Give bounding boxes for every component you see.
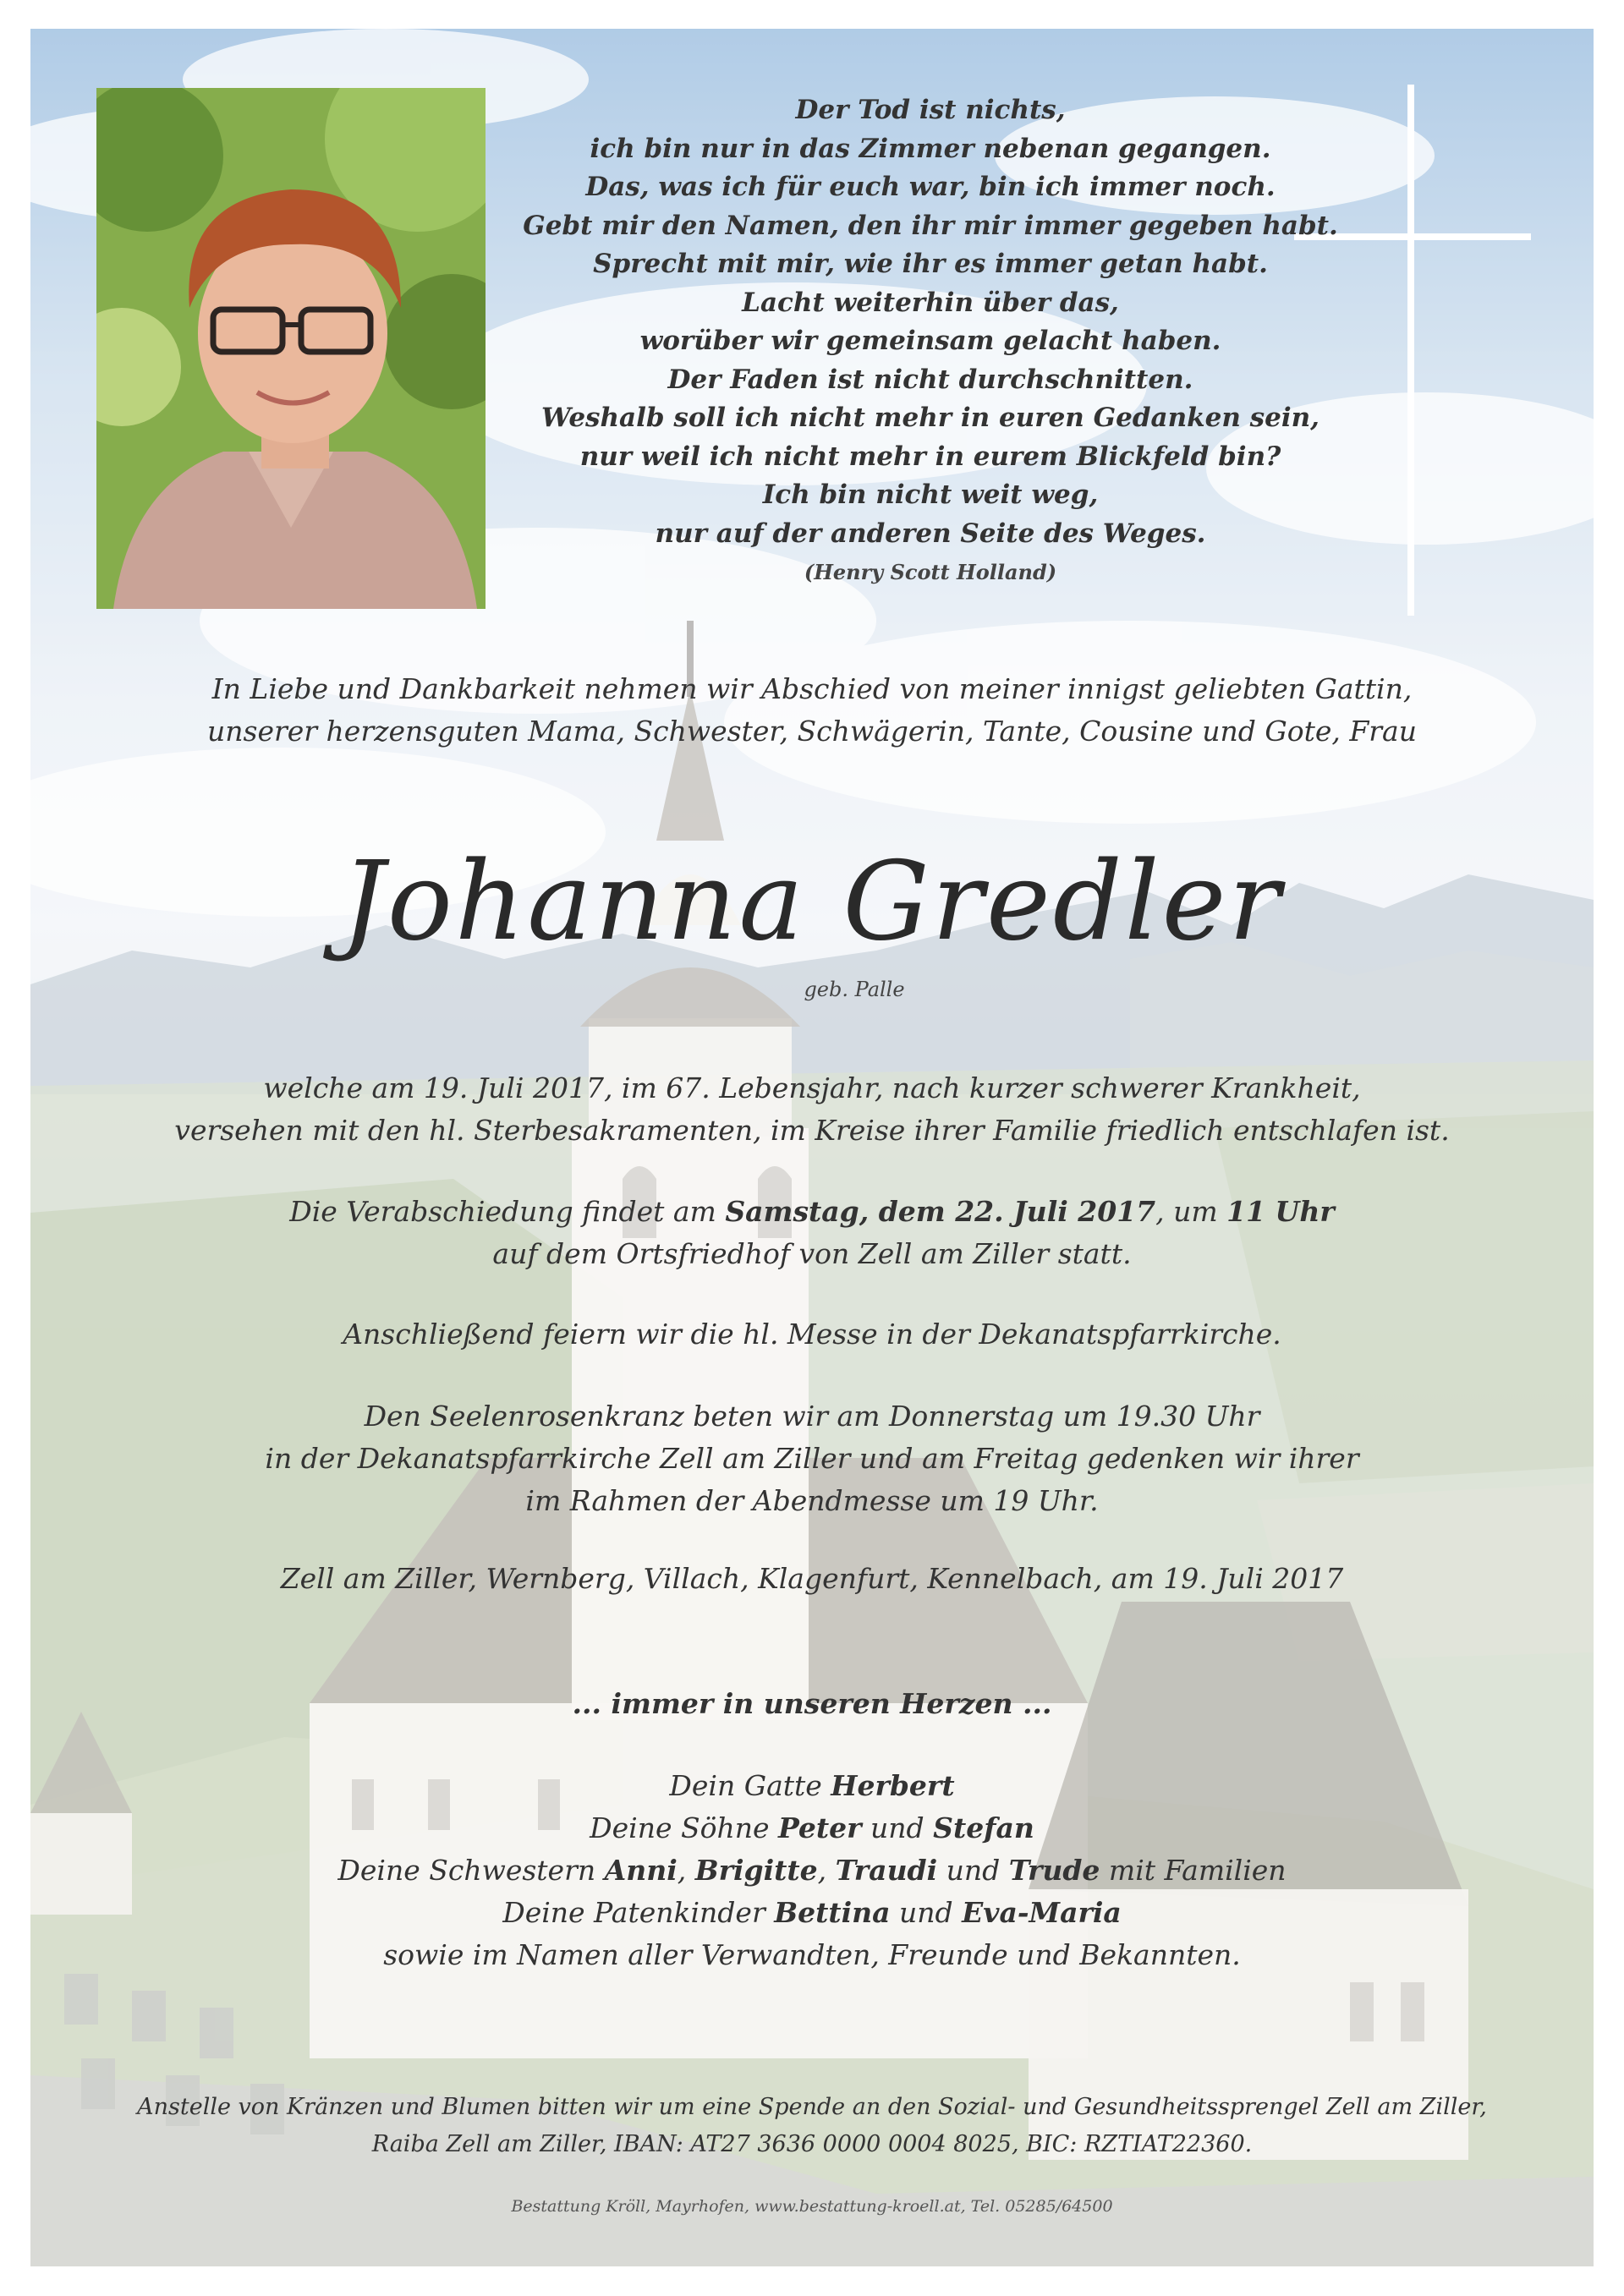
family-sisters — [152, 1849, 1472, 1892]
rosary-notice — [152, 1395, 1472, 1522]
family-label: mit Familien — [1100, 1854, 1287, 1887]
family-name: Traudi — [835, 1854, 938, 1887]
family-godchildren — [152, 1892, 1472, 1934]
family-name: Herbert — [831, 1769, 955, 1802]
family-connector: und — [937, 1854, 1009, 1887]
poem-line: Der Tod ist nichts, — [795, 95, 1066, 125]
intro-line: In Liebe und Dankbarkeit nehmen wir Abschied von meiner innigst geliebten Gattin, — [211, 672, 1413, 705]
mass-notice: Anschließend feiern wir die hl. Messe in der Dekanatspfarrkirche. — [343, 1318, 1281, 1351]
place-date: Zell am Ziller, Wernberg, Villach, Klagenfurt, Kennelbach, am 19. Juli 2017 — [280, 1562, 1344, 1595]
donation-line: Anstelle von Kränzen und Blumen bitten wir um eine Spende an den Sozial- und Gesundheitssprengel Zell am Ziller, — [137, 2094, 1487, 2120]
family-name: Anni — [604, 1854, 678, 1887]
farewell-location: auf dem Ortsfriedhof von Zell am Ziller statt. — [492, 1237, 1132, 1270]
poem-author: (Henry Scott Holland) — [804, 560, 1057, 584]
family-connector: und — [861, 1811, 934, 1844]
family-name: Stefan — [933, 1811, 1034, 1844]
rosary-line: in der Dekanatspfarrkirche Zell am Ziller und am Freitag gedenken wir ihrer — [265, 1442, 1359, 1475]
family-name: Eva-Maria — [962, 1896, 1122, 1929]
family-label: Deine Schwestern — [337, 1854, 605, 1887]
family-label: Dein Gatte — [669, 1769, 831, 1802]
motto: ... immer in unseren Herzen ... — [572, 1687, 1052, 1720]
farewell-notice — [152, 1191, 1472, 1275]
poem-line: nur auf der anderen Seite des Weges. — [655, 518, 1206, 549]
family-connector: , — [677, 1854, 695, 1887]
family-label: Deine Söhne — [590, 1811, 778, 1844]
donation-line: Raiba Zell am Ziller, IBAN: AT27 3636 0000 0004 8025, BIC: RZTIAT22360. — [371, 2131, 1253, 2157]
poem-line: Lacht weiterhin über das, — [742, 287, 1119, 318]
death-line: welche am 19. Juli 2017, im 67. Lebensjahr, nach kurzer schwerer Krankheit, — [263, 1071, 1361, 1104]
farewell-time: 11 Uhr — [1226, 1195, 1335, 1228]
family-sons — [152, 1807, 1472, 1849]
family-list — [152, 1765, 1472, 1976]
intro-line: unserer herzensguten Mama, Schwester, Schwägerin, Tante, Cousine und Gote, Frau — [207, 715, 1417, 748]
maiden-name: geb. Palle — [804, 978, 905, 1001]
cross-vertical-bar — [1407, 85, 1414, 616]
rosary-line: Den Seelenrosenkranz beten wir am Donnerstag um 19.30 Uhr — [364, 1400, 1260, 1433]
family-husband — [152, 1765, 1472, 1807]
family-name: Brigitte — [694, 1854, 818, 1887]
family-name: Peter — [777, 1811, 862, 1844]
poem-line: ich bin nur in das Zimmer nebenan gegangen. — [590, 133, 1271, 164]
poem-line: Der Faden ist nicht durchschnitten. — [667, 364, 1193, 395]
poem-line: Weshalb soll ich nicht mehr in euren Gedanken sein, — [541, 403, 1320, 433]
funeral-home-footer: Bestattung Kröll, Mayrhofen, www.bestattung-kroell.at, Tel. 05285/64500 — [511, 2197, 1113, 2216]
poem-line: Gebt mir den Namen, den ihr mir immer gegeben habt. — [523, 210, 1338, 241]
donation-notice — [68, 2089, 1556, 2163]
family-connector: und — [890, 1896, 963, 1929]
family-name: Bettina — [774, 1896, 891, 1929]
family-closing: sowie im Namen aller Verwandten, Freunde und Bekannten. — [383, 1938, 1241, 1971]
memorial-poem — [508, 91, 1353, 553]
death-notice — [152, 1067, 1472, 1152]
family-connector: , — [817, 1854, 836, 1887]
deceased-name: Johanna Gredler — [341, 839, 1283, 965]
poem-line: nur weil ich nicht mehr in eurem Blickfeld bin? — [579, 441, 1281, 472]
poem-line: Das, was ich für euch war, bin ich immer noch. — [585, 172, 1276, 202]
farewell-prefix: Die Verabschiedung findet am — [289, 1195, 726, 1228]
death-line: versehen mit den hl. Sterbesakramenten, im Kreise ihrer Familie friedlich entschlafen ist. — [174, 1114, 1450, 1147]
poem-line: Ich bin nicht weit weg, — [762, 479, 1099, 510]
family-label: Deine Patenkinder — [502, 1896, 775, 1929]
portrait-photo — [96, 88, 486, 609]
poem-line: Sprecht mit mir, wie ihr es immer getan habt. — [593, 249, 1268, 279]
farewell-date: Samstag, dem 22. Juli 2017 — [725, 1195, 1156, 1228]
farewell-line — [152, 1191, 1472, 1233]
poem-line: worüber wir gemeinsam gelacht haben. — [639, 326, 1221, 356]
family-name: Trude — [1008, 1854, 1100, 1887]
intro-text — [152, 668, 1472, 753]
farewell-middle: , um — [1155, 1195, 1227, 1228]
rosary-line: im Rahmen der Abendmesse um 19 Uhr. — [525, 1484, 1099, 1517]
